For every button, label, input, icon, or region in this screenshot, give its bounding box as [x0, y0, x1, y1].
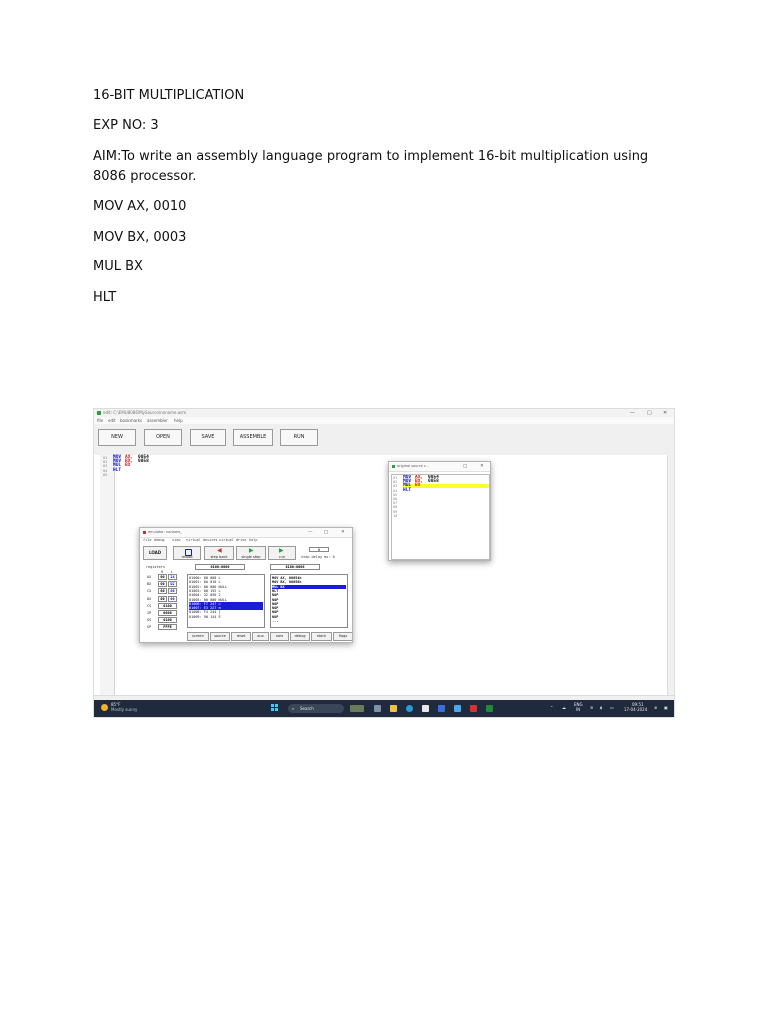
code-register: BX [415, 483, 421, 489]
memory-pane[interactable] [187, 574, 265, 628]
code-value: 0054 [138, 455, 149, 460]
register-value[interactable]: 0006 [158, 610, 177, 616]
emulator-minimize[interactable]: — [308, 530, 313, 535]
doc-code-line: MOV AX, 0010 [93, 199, 187, 214]
disasm-row[interactable]: MOV AX, 00054h [272, 576, 302, 580]
register-low[interactable]: D2 [168, 581, 177, 587]
assemble-button[interactable]: ASSEMBLE [233, 429, 273, 446]
code-opcode: MUL [113, 463, 122, 469]
code-opcode: MOV [403, 479, 412, 485]
run-button[interactable]: RUN [280, 429, 318, 446]
emulator-flags-button[interactable]: flags [333, 632, 353, 641]
save-button[interactable]: SAVE [190, 429, 226, 446]
editor-vertical-scrollbar[interactable] [667, 455, 674, 695]
emulator-title-bar [140, 528, 352, 538]
code-opcode: MOV [113, 459, 122, 465]
code-opcode: HLT [113, 467, 122, 473]
disasm-row[interactable]: NOP [272, 614, 279, 619]
code-value: 0058 [138, 459, 149, 465]
doc-aim: AIM:To write an assembly language program to implement 16-bit multiplication using 8086 processor. [93, 149, 649, 184]
notification-bell-icon[interactable]: ▣ [664, 705, 668, 710]
emulator-window[interactable] [139, 527, 353, 643]
emulator-icon [143, 531, 146, 534]
register-low[interactable]: 24 [168, 574, 177, 580]
reload-label: reload [181, 555, 193, 559]
disasm-row[interactable]: MUL BX [272, 585, 346, 589]
source-window-title: original source c... [397, 464, 430, 468]
doc-code-line: HLT [93, 290, 117, 305]
toolbar [94, 424, 674, 456]
menu-help[interactable]: help [174, 418, 183, 423]
emulator-vars-button[interactable]: vars [270, 632, 289, 641]
disasm-row[interactable]: HLT [272, 588, 279, 593]
close-button[interactable]: ✕ [663, 410, 668, 416]
line-number: 04 [103, 468, 108, 473]
register-name: DX [147, 596, 152, 601]
menu-file[interactable]: file [97, 418, 104, 423]
emu8086-screenshot [93, 408, 675, 718]
single-step-label: single step [241, 555, 261, 559]
emu-menu-help[interactable]: help [249, 538, 258, 542]
emu-menu-file[interactable]: file [143, 538, 152, 542]
code-opcode: MOV [403, 475, 412, 480]
doc-heading: 16-BIT MULTIPLICATION [93, 88, 245, 103]
emulator-menu [140, 538, 352, 544]
emu-menu-view[interactable]: view [172, 538, 181, 542]
step-back-icon: ◀ [217, 547, 222, 554]
line-number: 02 [103, 460, 108, 465]
emulator-maximize[interactable]: □ [324, 530, 329, 535]
emulator-aux-button[interactable]: aux [252, 632, 269, 641]
source-code-pane [391, 474, 490, 560]
original-source-window[interactable] [388, 461, 491, 561]
app-l-icon[interactable] [438, 705, 445, 712]
taskbar-search[interactable] [288, 704, 344, 713]
disasm-row[interactable]: NOP [272, 606, 279, 611]
memory-row[interactable]: 01008: F4 244 ⌠ [189, 610, 221, 615]
register-value[interactable]: 0100 [158, 617, 177, 623]
disasm-row[interactable]: MOV BX, 00058h [272, 580, 302, 585]
memory-address-field[interactable]: 0100:0006 [195, 564, 245, 570]
memory-row[interactable]: 01003: 00 192 L [189, 588, 221, 593]
emu8086-taskbar-icon[interactable] [486, 705, 493, 712]
disasm-row[interactable]: NOP [272, 601, 279, 606]
open-button[interactable]: OPEN [144, 429, 182, 446]
source-window-title-bar [389, 462, 490, 472]
step-back-label: step back [210, 555, 228, 559]
reload-button[interactable] [173, 546, 201, 560]
language-indicator[interactable]: ENG [574, 702, 583, 707]
notification-icon[interactable]: ⊕ [654, 705, 658, 710]
battery-icon[interactable]: ▭ [610, 705, 614, 710]
register-low[interactable]: 00 [168, 588, 177, 594]
code-value: 0058 [428, 479, 439, 485]
run-icon: ▶ [279, 547, 284, 554]
task-view-icon[interactable] [374, 705, 381, 712]
window-title: edit: C:\EMU8086\MySource\noname.asm [103, 410, 187, 415]
code-opcode: HLT [403, 487, 412, 493]
reg-col-h: H [161, 570, 164, 574]
disasm-row[interactable]: NOP [272, 593, 279, 598]
step-delay-input[interactable]: 0 [309, 547, 329, 552]
line-number: 03 [393, 484, 398, 489]
volume-icon[interactable]: ◖ [600, 705, 603, 710]
emulator-title: emulator: noname_ [148, 530, 183, 534]
single-step-button[interactable] [236, 546, 266, 560]
show-hidden-icons[interactable]: ⌃ [550, 705, 554, 710]
reload-icon [185, 549, 192, 556]
register-value[interactable]: 0100 [158, 603, 177, 609]
memory-row[interactable]: 01006: F7 247 ≈ [189, 602, 263, 606]
register-name: SP [147, 625, 152, 630]
language-region: IN [576, 707, 581, 712]
register-name: AX [147, 575, 152, 579]
code-register: AX, [415, 475, 424, 480]
line-number: 08 [393, 505, 398, 510]
register-high[interactable]: 00 [158, 581, 167, 587]
register-name: IP [147, 611, 152, 615]
code-register: AX, [125, 455, 134, 460]
register-low[interactable]: 00 [168, 596, 177, 602]
store-icon[interactable] [422, 705, 429, 712]
wifi-icon[interactable]: ≋ [590, 705, 594, 710]
source-window-restore[interactable]: □ [463, 464, 468, 469]
start-button[interactable] [271, 704, 279, 712]
menu-bookmarks[interactable]: bookmarks [120, 418, 143, 423]
search-icon: ⌕ [292, 706, 295, 711]
registers-label: registers [146, 565, 165, 569]
emulator-close[interactable]: ✕ [341, 530, 345, 535]
clock-time[interactable]: 09:51 [632, 702, 644, 707]
memory-row[interactable]: 01007: E3 227 π [189, 606, 263, 610]
emulator-debug-button[interactable]: debug [290, 632, 310, 641]
memory-row[interactable]: 01000: 08 008 L [189, 576, 221, 580]
doc-code-line: MUL BX [93, 259, 143, 274]
disasm-row[interactable]: NOP [272, 597, 279, 602]
code-register: BX, [415, 479, 424, 485]
register-high[interactable]: 00 [158, 596, 167, 602]
code-opcode: MOV [113, 455, 122, 460]
line-number: 07 [393, 501, 398, 506]
register-high[interactable]: 00 [158, 574, 167, 580]
code-register: BX, [125, 459, 134, 465]
disasm-row[interactable]: NOP [272, 610, 279, 615]
line-gutter [100, 455, 115, 695]
doc-exp-no: EXP NO: 3 [93, 118, 159, 133]
source-window-close[interactable]: ✕ [480, 464, 484, 469]
menu-edit[interactable]: edit [108, 418, 116, 423]
file-explorer-icon[interactable] [390, 705, 397, 712]
disassembly-pane[interactable] [270, 574, 348, 628]
single-step-icon: ▶ [249, 547, 254, 554]
menu-assembler[interactable]: assembler [147, 418, 168, 423]
register-name: CS [147, 603, 152, 608]
weather-temp[interactable]: 85°F [111, 702, 121, 707]
line-number: 09 [393, 509, 398, 514]
edge-icon[interactable] [406, 705, 413, 712]
emulator-source-button[interactable]: source [210, 632, 230, 641]
source-window-icon [392, 465, 395, 468]
code-value: 0054 [428, 475, 439, 480]
code-opcode: MUL [403, 483, 412, 489]
cloud-icon[interactable]: ☁ [562, 705, 566, 710]
emu-menu-debug[interactable]: debug [154, 538, 165, 542]
line-number: 03 [103, 464, 108, 469]
app-icon [97, 411, 101, 415]
run-emu-button[interactable] [268, 546, 296, 560]
photos-icon[interactable] [454, 705, 461, 712]
line-number: 05 [393, 492, 398, 497]
line-number: 05 [103, 472, 108, 477]
memory-row[interactable]: 01002: 00 000 NULL [189, 584, 227, 589]
emu-menu-virtual-devices[interactable]: virtual devices [186, 538, 218, 542]
weather-desc[interactable]: Mostly sunny [111, 707, 138, 712]
emulator-stack-button[interactable]: stack [311, 632, 332, 641]
line-number: 10 [393, 513, 398, 518]
search-label: Search [300, 706, 314, 711]
register-name: CX [147, 589, 152, 594]
memory-row[interactable]: 01009: 90 144 É [189, 614, 221, 619]
emu-menu-virtual-drive[interactable]: virtual drive [219, 538, 247, 542]
line-number: 02 [393, 480, 398, 485]
weather-icon [101, 704, 108, 711]
line-number: 01 [393, 476, 398, 480]
load-button[interactable]: LOAD [143, 546, 167, 560]
emulator-reset-button[interactable]: reset [231, 632, 251, 641]
app-red-icon[interactable] [470, 705, 477, 712]
disasm-row[interactable]: ... [272, 619, 279, 623]
memory-row[interactable]: 01005: 00 000 NULL [189, 597, 227, 602]
code-register: BX [125, 463, 131, 469]
new-button[interactable]: NEW [98, 429, 136, 446]
clock-date[interactable]: 17-04-2024 [624, 707, 648, 712]
register-name: SS [147, 618, 152, 623]
step-back-button[interactable] [204, 546, 234, 560]
run-label: run [279, 555, 285, 559]
step-delay-label: step delay ms: 0 [301, 555, 335, 559]
minimize-button[interactable]: — [630, 410, 635, 416]
reg-col-l: L [171, 570, 174, 574]
emulator-screen-button[interactable]: screen [187, 632, 209, 641]
line-number: 06 [393, 497, 398, 501]
register-name: BX [147, 582, 152, 587]
doc-code-line: MOV BX, 0003 [93, 230, 187, 245]
memory-row[interactable]: 01004: 32 050 2 [189, 593, 221, 598]
line-number: 01 [103, 456, 108, 460]
windows-taskbar [94, 700, 674, 717]
menu-bar [94, 417, 674, 424]
disasm-address-field[interactable]: 0100:0006 [270, 564, 320, 570]
widget-icon[interactable] [350, 705, 364, 712]
maximize-button[interactable]: □ [647, 410, 652, 416]
register-value[interactable]: FFFE [158, 624, 177, 630]
line-number: 04 [393, 488, 398, 493]
memory-row[interactable]: 01001: 0A 010 L [189, 580, 221, 585]
register-high[interactable]: 00 [158, 588, 167, 594]
